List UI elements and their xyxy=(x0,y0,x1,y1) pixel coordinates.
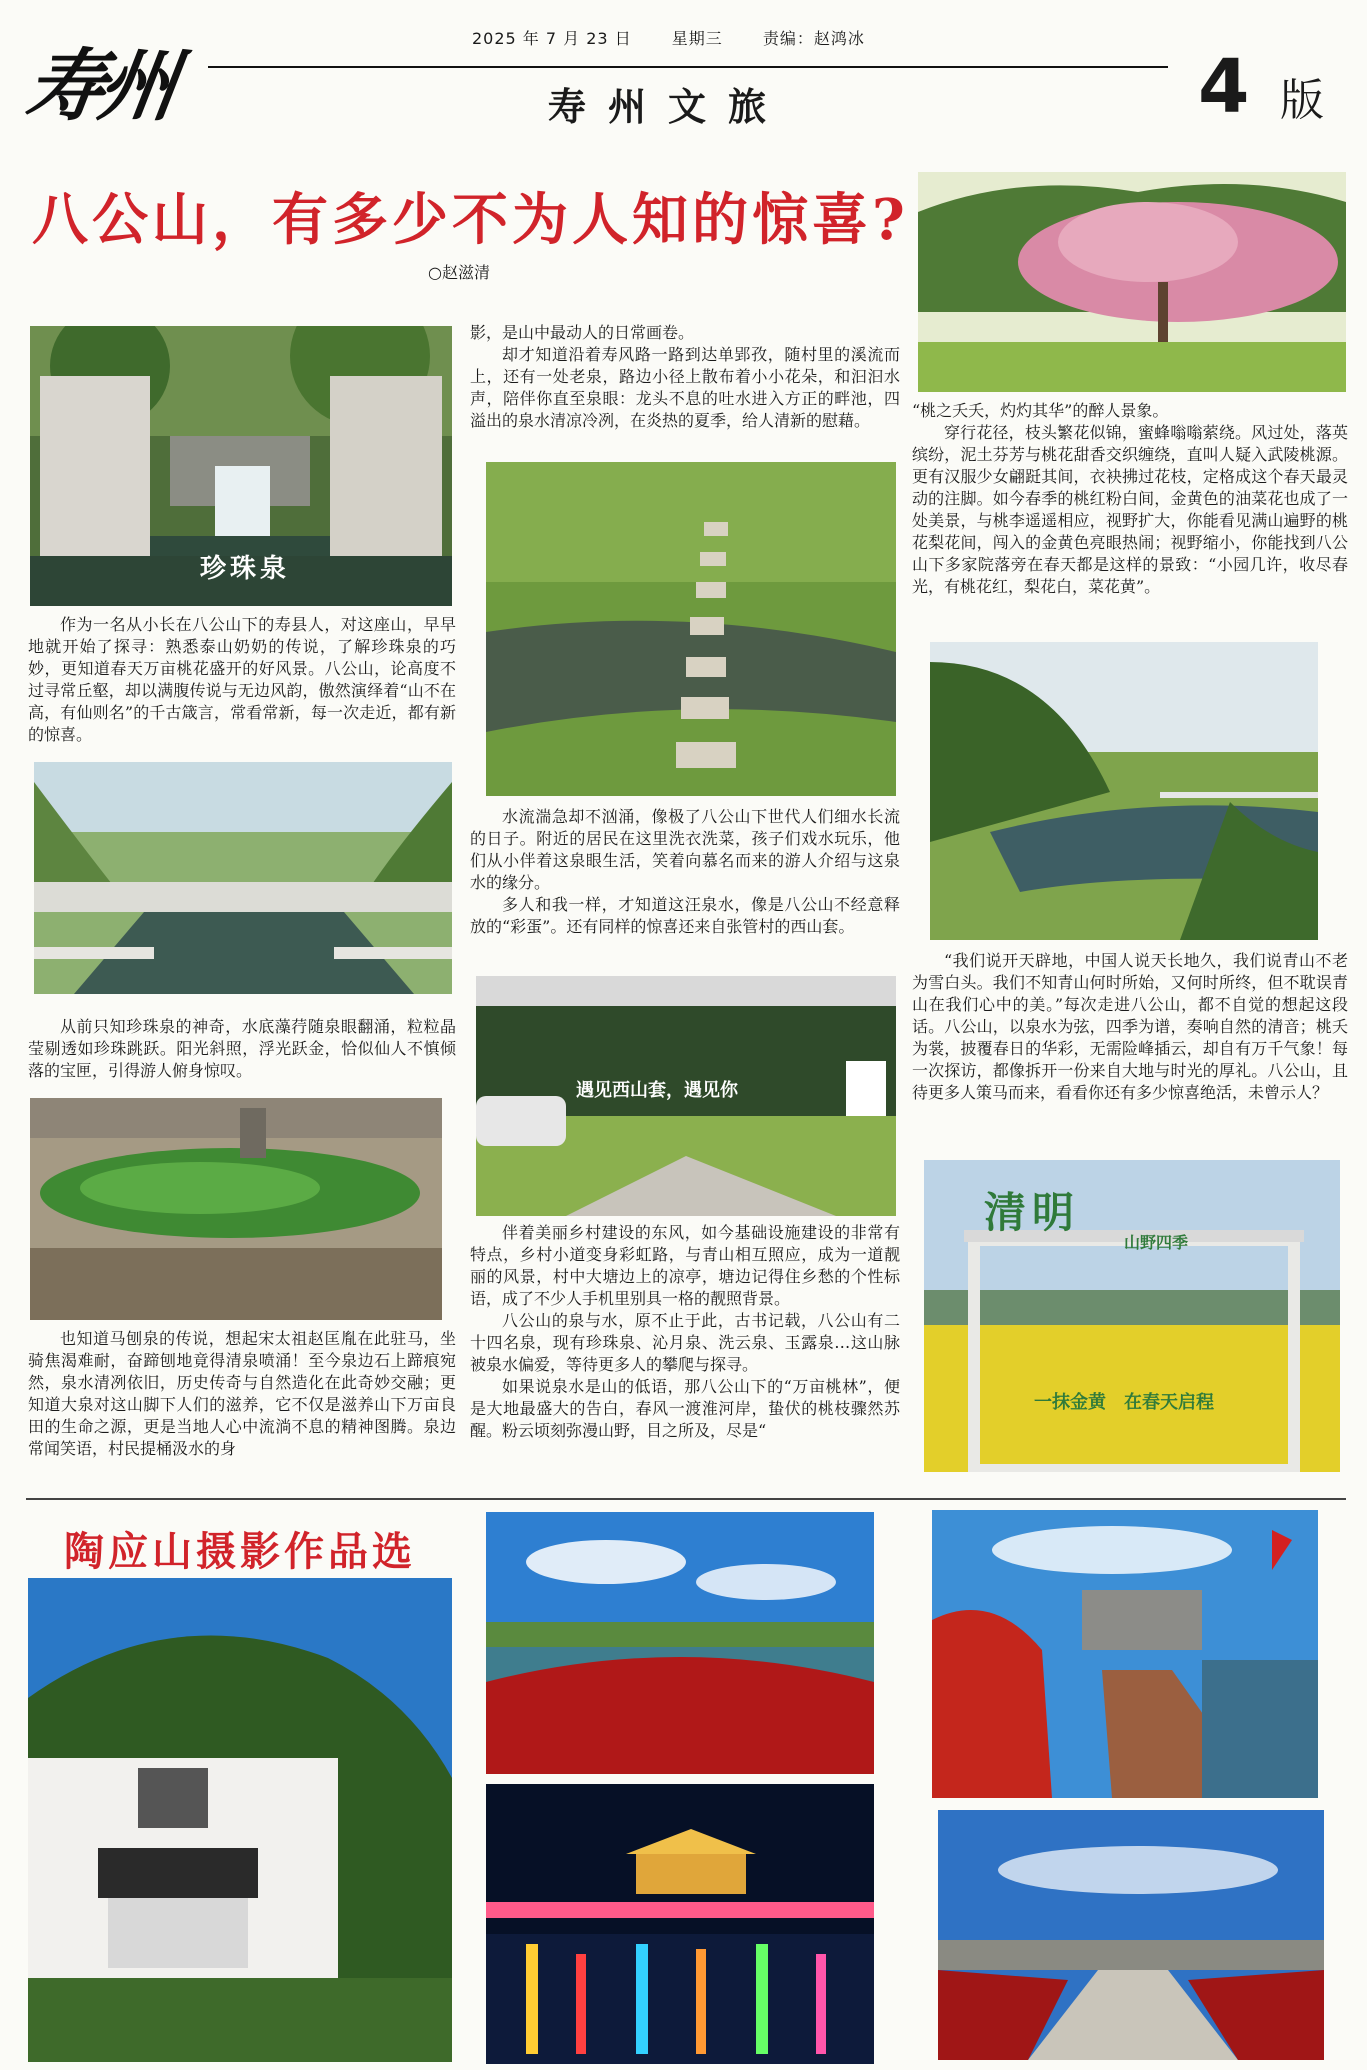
article-col1-a xyxy=(28,614,456,746)
paragraph: 影，是山中最动人的日常画卷。 xyxy=(470,323,695,342)
photo-xishantao xyxy=(476,976,896,1216)
xishantao-sign: 遇见西山套，遇见你 xyxy=(576,1080,738,1101)
section-divider xyxy=(26,1498,1346,1500)
page-number: 4 xyxy=(1198,44,1250,130)
paragraph: 多人和我一样，才知道这汪泉水，像是八公山不经意释放的“彩蛋”。还有同样的惊喜还来自张管村的西山套。 xyxy=(470,895,900,936)
paragraph: 也知道马刨泉的传说，想起宋太祖赵匡胤在此驻马，坐骑焦渴难耐，奋蹄刨地竟得清泉喷涌！至今泉边石上蹄痕宛然，泉水清冽依旧，历史传奇与自然造化在此奇妙交融；更知道大泉对这山脚下人们的滋养，它不仅是滋养山下万亩良田的生命之源，更是当地人心中流淌不息的精神图腾。泉边常闻笑语，村民提桶汲水的身 xyxy=(28,1329,456,1458)
photo-mural-house xyxy=(28,1578,452,2062)
photo-lake-red-ribbons xyxy=(486,1512,874,1774)
paragraph: “桃之夭夭，灼灼其华”的醉人景象。 xyxy=(912,401,1169,420)
paragraph: 却才知道沿着寿风路一路到达单郢孜，随村里的溪流而上，还有一处老泉，路边小径上散布着小小花朵，和汩汩水声，陪伴你直至泉眼：龙头不息的吐水进入方正的畔池，四溢出的泉水清凉冷冽，在炎热的夏季，给人清新的慰藉。 xyxy=(470,345,900,430)
photo-qingming-rapeseed xyxy=(924,1160,1340,1472)
page-suffix: 版 xyxy=(1280,75,1324,126)
paragraph: 水流湍急却不汹涌，像极了八公山下世代人们细水长流的日子。附近的居民在这里洗衣洗菜，孩子们戏水玩乐，他们从小伴着这泉眼生活，笑着向慕名而来的游人介绍与这泉水的缘分。 xyxy=(470,807,900,892)
photo-zhenzhu-spring xyxy=(30,326,452,606)
photo-river-park xyxy=(930,642,1318,940)
photo-peach-blossom xyxy=(918,172,1346,392)
paragraph: 穿行花径，枝头繁花似锦，蜜蜂嗡嗡萦绕。风过处，落英缤纷，泥土芬芳与桃花甜香交织缠绕，直叫人疑入武陵桃源。更有汉服少女翩跹其间，衣袂拂过花枝，定格成这个春天最灵动的注脚。如今春季的桃红粉白间，金黄色的油菜花也成了一处美景，与桃李遥遥相应，视野扩大，你能看见满山遍野的桃花梨花间，闯入的金黄色亮眼热闹；视野缩小，你能找到八公山下多家院落旁在春天都是这样的景致：“小园几许，收尽春光，有桃花红，梨花白，菜花黄”。 xyxy=(912,423,1348,596)
photo-canal xyxy=(34,762,452,994)
article-col3-a xyxy=(912,400,1348,598)
paragraph: 如果说泉水是山的低语，那八公山下的“万亩桃林”，便是大地最盛大的告白，春风一渡淮河岸，蛰伏的桃枝骤然苏醒。粉云顷刻弥漫山野，目之所及，尽是“ xyxy=(470,1377,900,1440)
section-name: 寿州文旅 xyxy=(548,84,789,129)
masthead-rule xyxy=(208,66,1168,68)
article-byline: ○赵滋清 xyxy=(428,263,490,282)
paragraph: 伴着美丽乡村建设的东风，如今基础设施建设的非常有特点，乡村小道变身彩虹路，与青山相互照应，成为一道靓丽的风景，村中大塘边上的凉亭，塘边记得住乡愁的个性标语，成了不少人手机里别具一格的靓照背景。 xyxy=(470,1223,900,1308)
article-col2-c xyxy=(470,1222,900,1442)
paragraph: 作为一名从小长在八公山下的寿县人，对这座山，早早地就开始了探寻：熟悉泰山奶奶的传说，了解珍珠泉的巧妙，更知道春天万亩桃花盛开的好风景。八公山，论高度不过寻常丘壑，却以满腹传说与无边风韵，傲然演绎着“山不在高，有仙则名”的千古箴言，常看常新，每一次走近，都有新的惊喜。 xyxy=(28,615,456,744)
issue-date: 2025 年 7 月 23 日 xyxy=(472,29,632,48)
paragraph: 八公山的泉与水，原不止于此，古书记载，八公山有二十四名泉，现有珍珠泉、沁月泉、洗云泉、玉露泉…这山脉被泉水偏爱，等待更多人的攀爬与探寻。 xyxy=(470,1311,900,1374)
qingming-banner: 一抹金黄 在春天启程 xyxy=(1034,1392,1214,1413)
qingming-sub: 山野四季 xyxy=(1124,1233,1189,1252)
qingming-sign: 清明 xyxy=(984,1188,1081,1237)
article-col2-b xyxy=(470,806,900,938)
dateline xyxy=(472,26,899,49)
paragraph: 从前只知珍珠泉的神奇，水底藻荇随泉眼翻涌，粒粒晶莹剔透如珍珠跳跃。阳光斜照，浮光跃金，恰似仙人不慎倾落的宝匣，引得游人俯身惊叹。 xyxy=(28,1017,456,1080)
photo-dragon-boats xyxy=(932,1510,1318,1798)
article-headline: 八公山，有多少不为人知的惊喜? xyxy=(32,187,909,253)
article-col3-b xyxy=(912,950,1348,1104)
paragraph: “我们说开天辟地，中国人说天长地久，我们说青山不老为雪白头。我们不知青山何时所始，又何时所终，但不耽误青山在我们心中的美。”每次走进八公山，都不自觉的想起这段话。八公山，以泉水为弦，四季为谱，奏响自然的清音；桃夭为裳，披覆春日的华彩，无需险峰插云，却自有万千气象！每一次探访，都像拆开一份来自大地与时光的厚礼。八公山，且待更多人策马而来，看看你还有多少惊喜绝活，未曾示人？ xyxy=(912,951,1348,1102)
issue-editor: 责编：赵鸿冰 xyxy=(762,29,865,48)
photo-night-gate xyxy=(486,1784,874,2064)
photo-caption-zhenzhu: 珍珠泉 xyxy=(200,554,291,584)
article-col2-a xyxy=(470,322,900,432)
masthead-logo: 寿州 xyxy=(20,41,178,132)
photo-section-title: 陶应山摄影作品选 xyxy=(64,1528,416,1575)
photo-algae-pool xyxy=(30,1098,442,1320)
photo-wall-bridge xyxy=(938,1810,1324,2060)
article-col1-c xyxy=(28,1328,456,1460)
photo-stepping-stones xyxy=(486,462,896,796)
issue-weekday: 星期三 xyxy=(671,29,723,48)
article-col1-b xyxy=(28,1016,456,1082)
